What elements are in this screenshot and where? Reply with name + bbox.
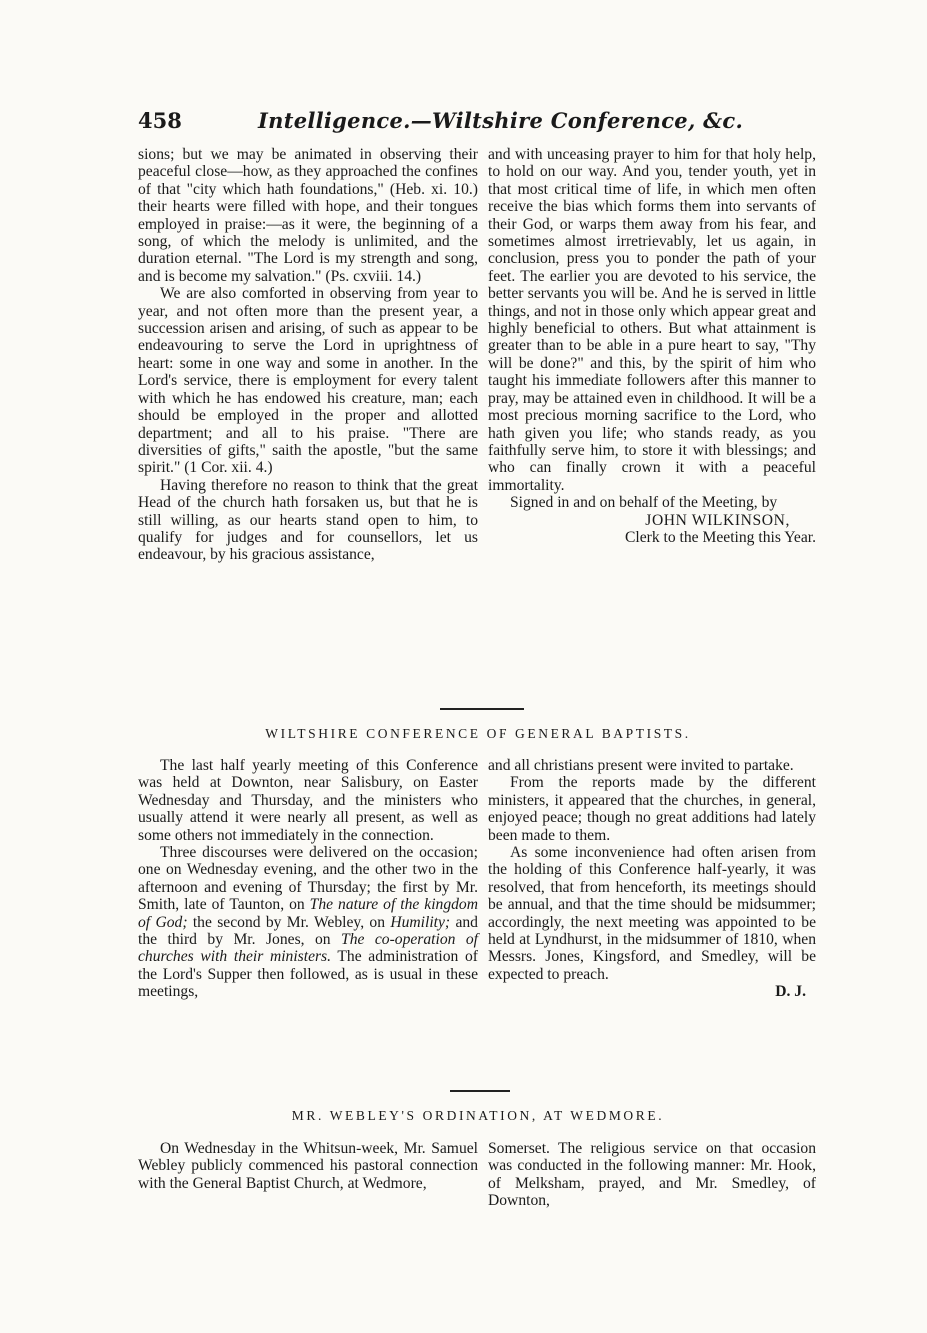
signature-role: Clerk to the Meeting this Year. bbox=[624, 528, 816, 546]
page-number: 458 bbox=[138, 108, 182, 133]
paragraph: On Wednesday in the Whitsun-week, Mr. Samuel Webley publicly commenced his pastoral connection with the General Baptist Church, at Wedmore, bbox=[138, 1140, 478, 1192]
paragraph: As some inconvenience had often arisen from the holding of this Conference half-yearly, it was resolved, that from henceforth, its meetings should be annual, and that the time should be midsummer; accordingly, the next meeting was appointed to be held at Lyndhurst, in the midsummer of 1810, when Messrs. Jones, Kingsford, and Smedley, will be expected to preach. bbox=[488, 844, 816, 983]
section-divider bbox=[440, 708, 524, 710]
paragraph: The last half yearly meeting of this Conference was held at Downton, near Salisbury, on Easter Wednesday and Thursday, and the ministers who usually attend it were nearly all present, as well as some others not immediately in the connection. bbox=[138, 757, 478, 844]
sermon-title: The co-operation of churches with their ministers. bbox=[138, 931, 478, 966]
page-header bbox=[138, 108, 818, 138]
paragraph: and with unceasing prayer to him for that holy help, to hold on our way. And you, tender youth, yet in that most critical time of life, in which men often receive the bias which forms them into servants of their God, or warps them away from his fear, and sometimes almost irretrievably, let us again, in conclusion, press you to ponder the path of your feet. The earlier you are devoted to his service, the better servants you will be. And he is served in little things, and not in those only which appear great and highly beneficial to others. But what attainment is greater than to be able in a pure heart to say, "Thy will be done?" and this, by the spirit of him who taught his immediate followers after this manner to pray, may be attained even in childhood. It will be a most precious morning sacrifice to the Lord, who hath given you life; who stands ready, as you faithfully serve him, to store it with blessings; and who can finally crown it with a peaceful immortality. bbox=[488, 146, 816, 494]
paragraph bbox=[138, 844, 478, 1001]
paragraph: Signed in and on behalf of the Meeting, by bbox=[510, 494, 778, 512]
text-run: and the third by Mr. Jones, on bbox=[138, 913, 478, 949]
section3-right-column bbox=[488, 1140, 816, 1210]
text-run: The administration of the Lord's Supper then followed, as is usual in these meetings, bbox=[138, 948, 478, 1001]
section3-left-column bbox=[138, 1140, 478, 1192]
text-run: the second by Mr. Webley, on bbox=[187, 913, 391, 931]
running-title: Intelligence.—Wiltshire Conference, &c. bbox=[258, 108, 744, 133]
paragraph: and all christians present were invited to partake. bbox=[488, 757, 794, 774]
author-initials: D. J. bbox=[775, 983, 806, 1001]
paragraph: We are also comforted in observing from year to year, and not often more than the present year, a succession arisen and arising, of such as appear to be endeavouring to serve the Lord in uprightness of heart: some in one way and some in another. In the Lord's service, there is employment for every talent with which he has endowed his creature, man; each should be employed in the proper and allotted department; and all to his praise. "There are diversities of gifts," saith the apostle, "but the same spirit." (1 Cor. xii. 4.) bbox=[138, 285, 478, 477]
section2-right-column bbox=[488, 757, 816, 1001]
paragraph: Having therefore no reason to think that the great Head of the church hath forsaken us, but that he is still willing, as our hearts stand open to him, to qualify for judges and for counsellors, let us endeavour, by his gracious assistance, bbox=[138, 476, 478, 564]
paragraph: sions; but we may be animated in observing their peaceful close—how, as they approached the confines of that "city which hath foundations," (Heb. xi. 10.) their hearts were filled with hope, and their tongues employed in praise:—as it were, the beginning of a song, of which the melody is unlimited, and the duration eternal. "The Lord is my strength and song, and is become my salvation." (Ps. cxviii. 14.) bbox=[138, 146, 478, 285]
section1-left-column bbox=[138, 146, 478, 564]
paragraph: From the reports made by the different ministers, it appeared that the churches, in general, enjoyed peace; though no great additions had lately been made to them. bbox=[488, 774, 816, 844]
sermon-title: Humility; bbox=[390, 913, 451, 931]
sermon-title: The nature of the kingdom of God; bbox=[138, 896, 478, 931]
paragraph: Somerset. The religious service on that occasion was conducted in the following manner: Mr. Hook, of Melksham, prayed, and Mr. Smedley, of Downton, bbox=[488, 1140, 816, 1210]
section1-right-column bbox=[488, 146, 816, 546]
section-divider bbox=[450, 1090, 510, 1092]
signature-name: JOHN WILKINSON, bbox=[645, 511, 790, 529]
text-run: Three discourses were delivered on the occasion; one on Wednesday evening, and the other two in the afternoon and evening of Thursday; the first by Mr. Smith, late of Taunton, on bbox=[138, 844, 478, 914]
section3-heading: MR. WEBLEY'S ORDINATION, AT WEDMORE. bbox=[291, 1108, 665, 1123]
section2-left-column bbox=[138, 757, 478, 1001]
section2-heading: WILTSHIRE CONFERENCE OF GENERAL BAPTISTS. bbox=[265, 726, 691, 741]
